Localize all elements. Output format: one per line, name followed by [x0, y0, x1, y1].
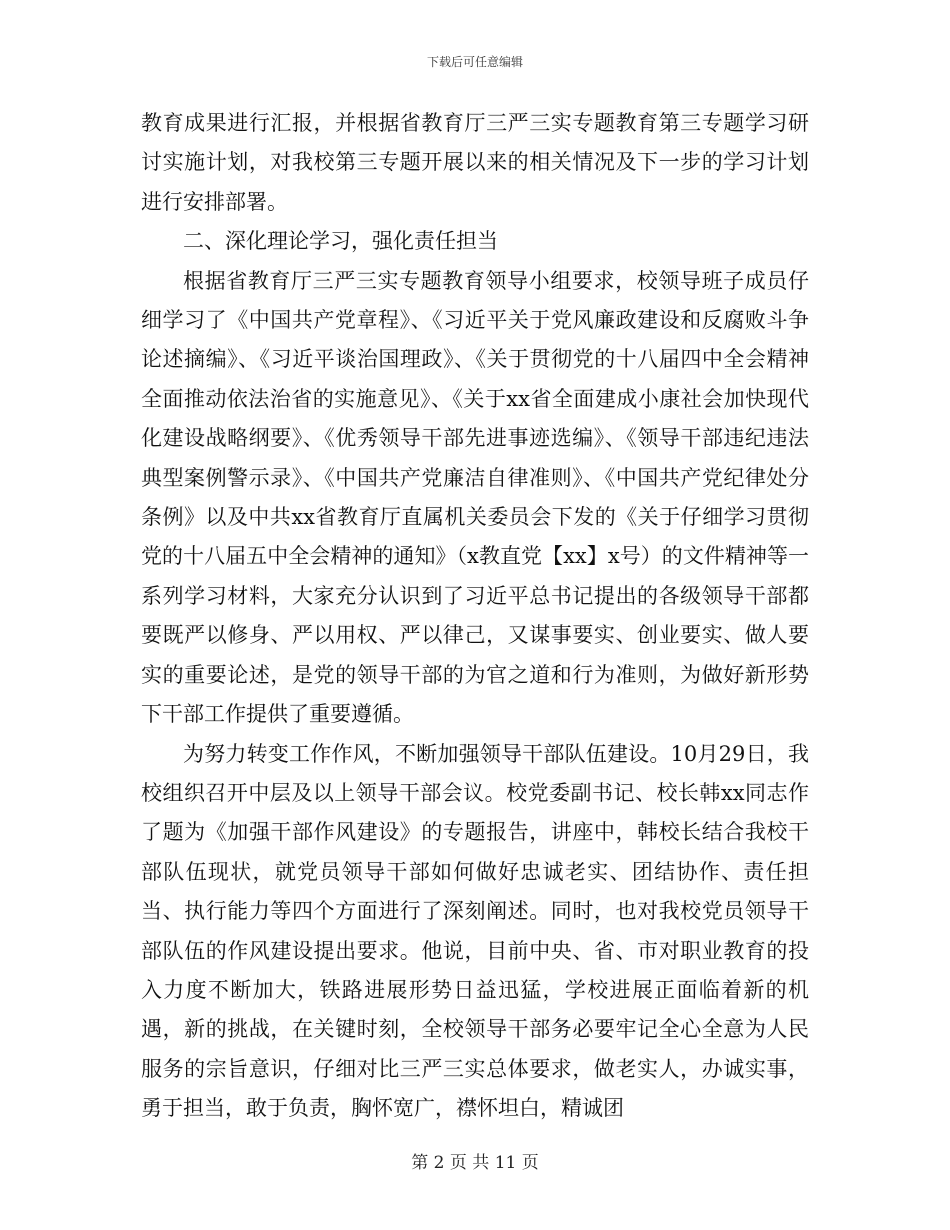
section-heading: 二、深化理论学习，强化责任担当 — [183, 229, 498, 254]
paragraph-study-materials: 根据省教育厅三严三实专题教育领导小组要求，校领导班子成员仔细学习了《中国共产党章程》、《习近平关于党风廉政建设和反腐败斗争论述摘编》、《习近平谈治国理政》、《关于贯彻党的十八届四中全会精神全面推动依法治省的实施意见》、《关于xx省全面建成小康社会加快现代化建设战略纲要》、《优秀领导干部先进事迹选编》、《领导干部违纪违法典型案例警示录》、《中国共产党廉洁自律准则》、《中国共产党纪律处分条例》以及中共xx省教育厅直属机关委员会下发的《关于仔细学习贯彻党的十八届五中全会精神的通知》（x教直党【xx】x号）的文件精神等一系列学习材料，大家充分认识到了习近平总书记提出的各级领导干部都要既严以修身、严以用权、严以律己，又谋事要实、创业要实、做人要实的重要论述，是党的领导干部的为官之道和行为准则，为做好新形势下干部工作提供了重要遵循。 — [141, 268, 809, 727]
paragraph-continuation: 教育成果进行汇报，并根据省教育厅三严三实专题教育第三专题学习研讨实施计划，对我校第三专题开展以来的相关情况及下一步的学习计划进行安排部署。 — [141, 111, 809, 214]
document-body — [141, 104, 809, 1129]
page-number-footer: 第 2 页 共 11 页 — [411, 1153, 539, 1173]
page-header-note: 下载后可任意编辑 — [426, 55, 523, 69]
paragraph-work-style: 为努力转变工作作风，不断加强领导干部队伍建设。10月29日，我校组织召开中层及以上领导干部会议。校党委副书记、校长韩xx同志作了题为《加强干部作风建设》的专题报告，讲座中，韩校长结合我校干部队伍现状，就党员领导干部如何做好忠诚老实、团结协作、责任担当、执行能力等四个方面进行了深刻阐述。同时，也对我校党员领导干部队伍的作风建设提出要求。他说，目前中央、省、市对职业教育的投入力度不断加大，铁路进展形势日益迅猛，学校进展正面临着新的机遇，新的挑战，在关键时刻，全校领导干部务必要牢记全心全意为人民服务的宗旨意识，仔细对比三严三实总体要求，做老实人，办诚实事，勇于担当，敢于负责，胸怀宽广，襟怀坦白，精诚团 — [141, 741, 809, 1121]
